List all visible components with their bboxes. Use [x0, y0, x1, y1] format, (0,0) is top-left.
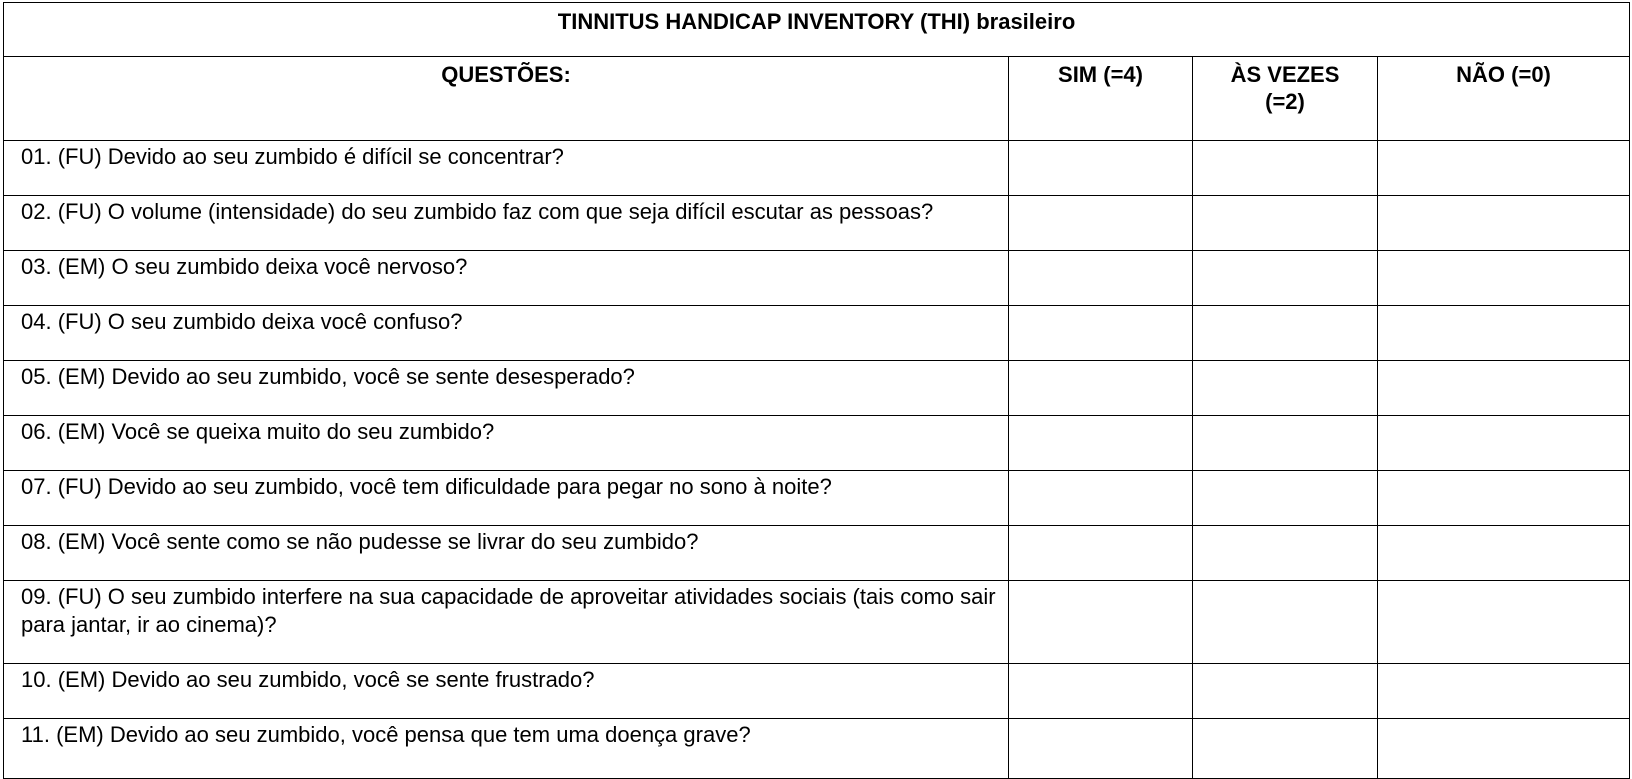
- header-sometimes-line1: ÀS VEZES: [1230, 62, 1340, 87]
- answer-no-cell[interactable]: [1378, 251, 1630, 306]
- title-row: [4, 3, 1630, 57]
- question-row-06: [4, 416, 1630, 471]
- answer-sometimes-cell[interactable]: [1193, 141, 1378, 196]
- question-row-08: [4, 526, 1630, 581]
- answer-sometimes-cell[interactable]: [1193, 581, 1378, 664]
- answer-sometimes-cell[interactable]: [1193, 719, 1378, 779]
- answer-sometimes-cell[interactable]: [1193, 526, 1378, 581]
- answer-no-cell[interactable]: [1378, 581, 1630, 664]
- answer-yes-cell[interactable]: [1009, 141, 1193, 196]
- answer-sometimes-cell[interactable]: [1193, 306, 1378, 361]
- thi-questionnaire-table: [3, 2, 1630, 779]
- question-text: 01. (FU) Devido ao seu zumbido é difícil se concentrar?: [4, 141, 1009, 196]
- answer-no-cell[interactable]: [1378, 471, 1630, 526]
- question-text: 05. (EM) Devido ao seu zumbido, você se sente desesperado?: [4, 361, 1009, 416]
- answer-no-cell[interactable]: [1378, 196, 1630, 251]
- answer-sometimes-cell[interactable]: [1193, 416, 1378, 471]
- answer-yes-cell[interactable]: [1009, 416, 1193, 471]
- header-questions: QUESTÕES:: [4, 57, 1009, 141]
- question-text: 07. (FU) Devido ao seu zumbido, você tem dificuldade para pegar no sono à noite?: [4, 471, 1009, 526]
- question-text: 06. (EM) Você se queixa muito do seu zumbido?: [4, 416, 1009, 471]
- question-row-07: [4, 471, 1630, 526]
- answer-sometimes-cell[interactable]: [1193, 251, 1378, 306]
- question-row-09: [4, 581, 1630, 664]
- answer-yes-cell[interactable]: [1009, 306, 1193, 361]
- header-sometimes: [1193, 57, 1378, 141]
- answer-sometimes-cell[interactable]: [1193, 196, 1378, 251]
- question-row-11: [4, 719, 1630, 779]
- header-yes: SIM (=4): [1009, 57, 1193, 141]
- answer-no-cell[interactable]: [1378, 526, 1630, 581]
- answer-yes-cell[interactable]: [1009, 664, 1193, 719]
- question-text: 03. (EM) O seu zumbido deixa você nervoso?: [4, 251, 1009, 306]
- answer-yes-cell[interactable]: [1009, 581, 1193, 664]
- question-row-03: [4, 251, 1630, 306]
- questionnaire-title: TINNITUS HANDICAP INVENTORY (THI) brasileiro: [4, 3, 1630, 57]
- answer-no-cell[interactable]: [1378, 141, 1630, 196]
- question-row-02: [4, 196, 1630, 251]
- question-text: 02. (FU) O volume (intensidade) do seu zumbido faz com que seja difícil escutar as pessoas?: [4, 196, 1009, 251]
- question-text: 10. (EM) Devido ao seu zumbido, você se sente frustrado?: [4, 664, 1009, 719]
- question-text: 11. (EM) Devido ao seu zumbido, você pensa que tem uma doença grave?: [4, 719, 1009, 779]
- answer-yes-cell[interactable]: [1009, 361, 1193, 416]
- answer-yes-cell[interactable]: [1009, 196, 1193, 251]
- header-sometimes-line2: (=2): [1265, 89, 1305, 114]
- question-row-01: [4, 141, 1630, 196]
- answer-no-cell[interactable]: [1378, 306, 1630, 361]
- question-row-04: [4, 306, 1630, 361]
- header-row: [4, 57, 1630, 141]
- answer-no-cell[interactable]: [1378, 719, 1630, 779]
- answer-yes-cell[interactable]: [1009, 471, 1193, 526]
- answer-yes-cell[interactable]: [1009, 719, 1193, 779]
- answer-no-cell[interactable]: [1378, 416, 1630, 471]
- answer-no-cell[interactable]: [1378, 664, 1630, 719]
- question-text: 04. (FU) O seu zumbido deixa você confuso?: [4, 306, 1009, 361]
- question-row-10: [4, 664, 1630, 719]
- answer-sometimes-cell[interactable]: [1193, 361, 1378, 416]
- answer-yes-cell[interactable]: [1009, 251, 1193, 306]
- answer-sometimes-cell[interactable]: [1193, 471, 1378, 526]
- answer-no-cell[interactable]: [1378, 361, 1630, 416]
- header-no: NÃO (=0): [1378, 57, 1630, 141]
- answer-yes-cell[interactable]: [1009, 526, 1193, 581]
- question-row-05: [4, 361, 1630, 416]
- question-text: 08. (EM) Você sente como se não pudesse se livrar do seu zumbido?: [4, 526, 1009, 581]
- question-text: 09. (FU) O seu zumbido interfere na sua capacidade de aproveitar atividades sociais (tais como sair para jantar, ir ao cinema)?: [4, 581, 1009, 664]
- answer-sometimes-cell[interactable]: [1193, 664, 1378, 719]
